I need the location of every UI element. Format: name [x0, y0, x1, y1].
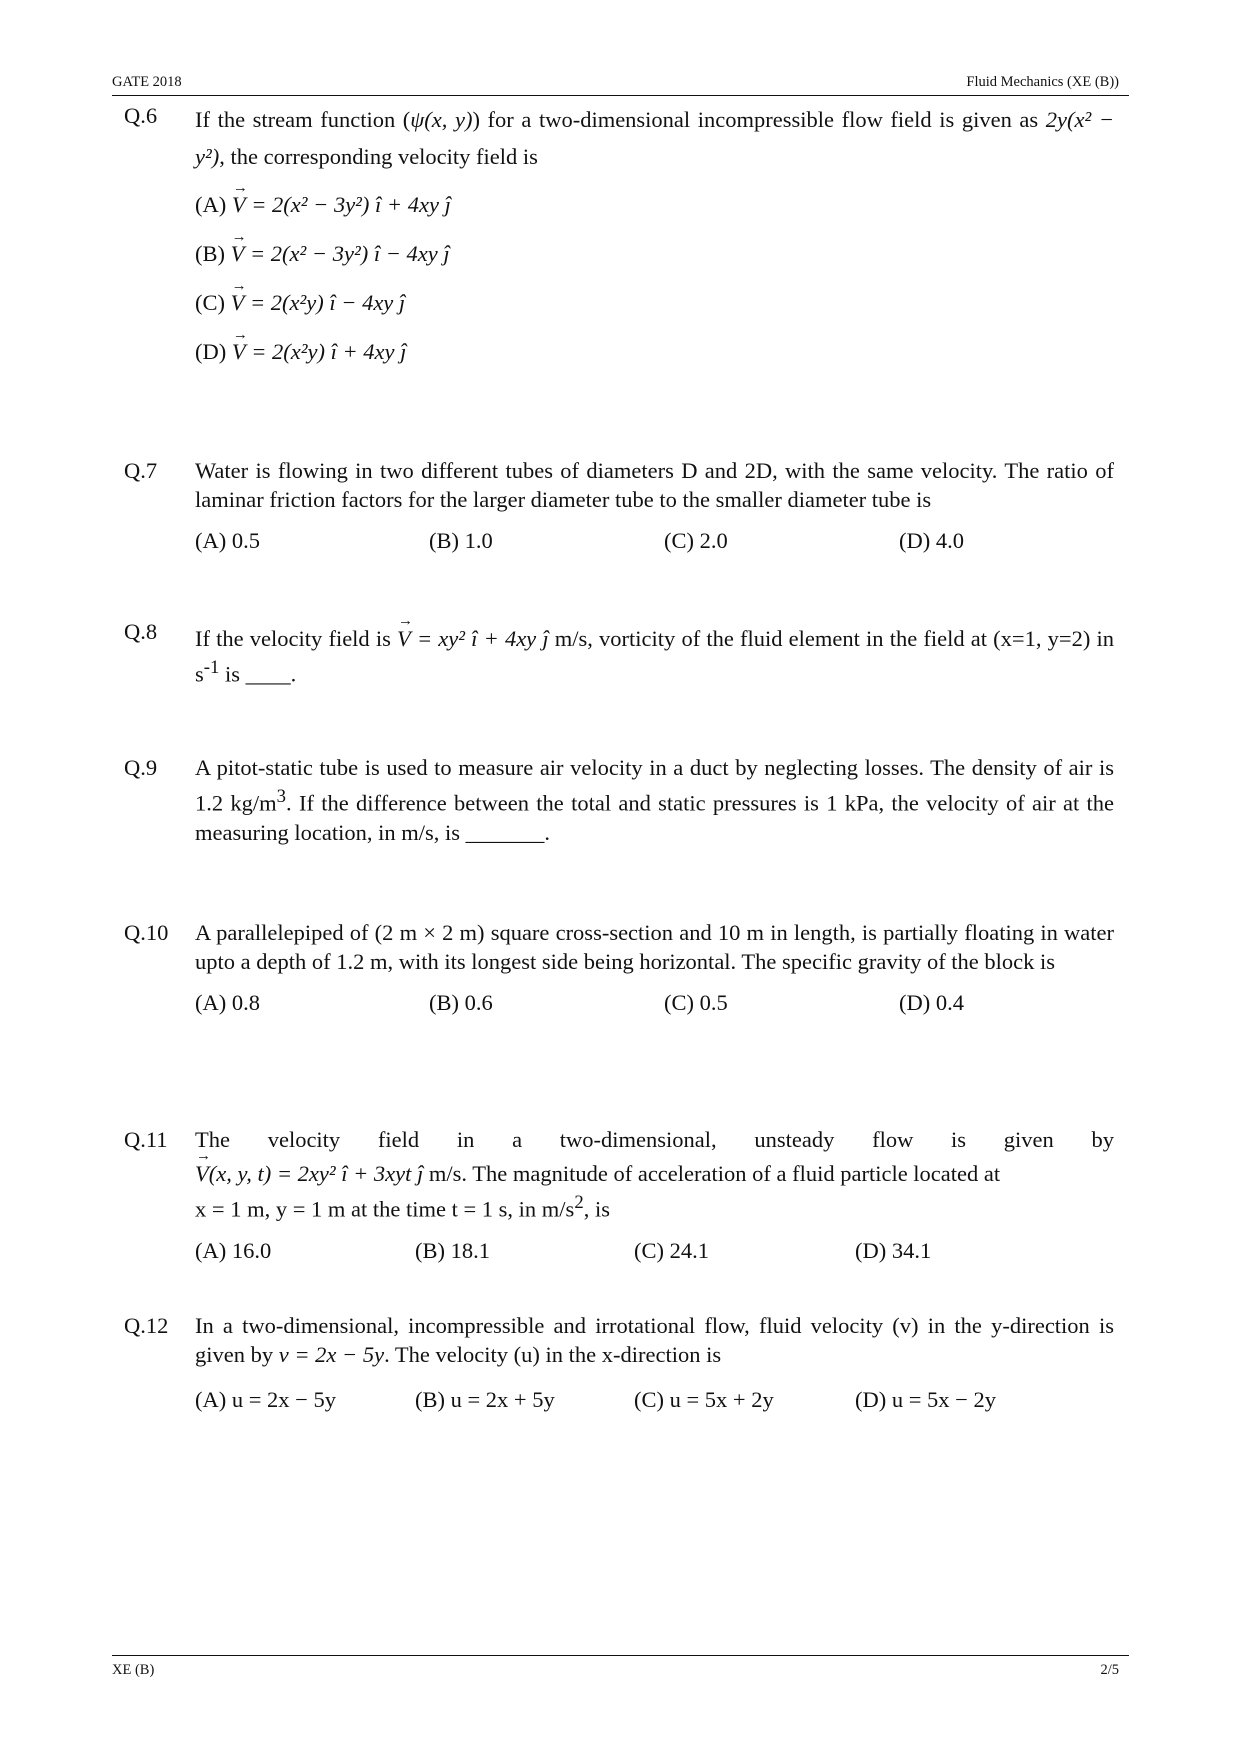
question-number: Q.11	[124, 1127, 168, 1152]
option-row	[195, 988, 1114, 1018]
option-list	[195, 187, 1114, 383]
question-number: Q.9	[124, 755, 158, 780]
question-text-3: x = 1 m, y = 1 m at the time t = 1 s, in $m/s^2$, is	[195, 1192, 610, 1222]
question-8	[124, 617, 1114, 689]
question-text: In a two-dimensional, incompressible and irrotational flow, fluid velocity (v) in the y-direction is given by v = 2x − 5y. The velocity (u) in the x-direction is	[195, 1313, 1114, 1367]
question-text-2: → V(x, y, t) = 2xy² î + 3xyt ĵ m/s. The magnitude of acceleration of a fluid particle located at	[195, 1159, 1114, 1188]
option-a[interactable]: (A) 16.0	[195, 1237, 272, 1263]
option-a[interactable]: (A) → V = 2(x² − 3y²) î + 4xy ĵ	[195, 187, 1114, 236]
question-7	[124, 456, 1114, 556]
question-6	[124, 101, 1114, 383]
option-d[interactable]: (D) 0.4	[899, 990, 964, 1015]
option-a[interactable]: (A) u = 2x − 5y	[195, 1387, 336, 1412]
option-d[interactable]: (D) → V = 2(x²y) î + 4xy ĵ	[195, 334, 1114, 383]
option-c[interactable]: (C) 24.1	[634, 1237, 709, 1263]
option-d[interactable]: (D) u = 5x − 2y	[855, 1387, 996, 1412]
page-number: 2/5	[1100, 1662, 1119, 1678]
footer-rule	[112, 1655, 1129, 1656]
option-d[interactable]: (D) 34.1	[855, 1237, 932, 1263]
option-a[interactable]: (A) 0.5	[195, 528, 260, 553]
option-c[interactable]: (C) → V = 2(x²y) î − 4xy ĵ	[195, 285, 1114, 334]
option-row	[195, 1236, 1114, 1266]
question-text: The velocity field in a two-dimensional, unsteady flow is given by	[195, 1127, 1114, 1152]
question-10	[124, 918, 1114, 1018]
option-c[interactable]: (C) u = 5x + 2y	[634, 1387, 774, 1412]
question-text: A pitot-static tube is used to measure air velocity in a duct by neglecting losses. The density of air is 1.2 $kg/m^3$. If the difference between the total and static pressures is 1 kPa, the velocity of air at the measuring location, in m/s, is _______.	[195, 755, 1114, 845]
question-number: Q.10	[124, 920, 169, 945]
question-12	[124, 1311, 1114, 1415]
option-b[interactable]: (B) 0.6	[429, 990, 493, 1015]
footer-left: XE (B)	[112, 1662, 155, 1678]
question-text: Water is flowing in two different tubes of diameters D and 2D, with the same velocity. The ratio of laminar friction factors for the larger diameter tube to the smaller diameter tube is	[195, 458, 1114, 512]
question-number: Q.6	[124, 103, 158, 128]
option-b[interactable]: (B) u = 2x + 5y	[415, 1387, 555, 1412]
question-11	[124, 1125, 1114, 1266]
question-text: A parallelepiped of (2 m × 2 m) square cross-section and 10 m in length, is partially floating in water upto a depth of 1.2 m, with its longest side being horizontal. The specific gravity of the block is	[195, 920, 1114, 974]
option-d[interactable]: (D) 4.0	[899, 528, 964, 553]
option-b[interactable]: (B) 1.0	[429, 528, 493, 553]
header-right: Fluid Mechanics (XE (B))	[966, 74, 1119, 90]
option-row	[195, 1385, 1114, 1415]
question-text: If the velocity field is → V = xy² î + 4xy ĵ m/s, vorticity of the fluid element in the field at (x=1, y=2) in $s^{-1}$ is ____.	[195, 624, 1114, 689]
option-a[interactable]: (A) 0.8	[195, 990, 260, 1015]
question-number: Q.8	[124, 619, 158, 644]
option-c[interactable]: (C) 0.5	[664, 990, 728, 1015]
question-number: Q.7	[124, 458, 158, 483]
option-c[interactable]: (C) 2.0	[664, 528, 728, 553]
option-row	[195, 526, 1114, 556]
header-left: GATE 2018	[112, 74, 182, 90]
question-9	[124, 753, 1114, 847]
question-text: If the stream function (ψ(x, y)) for a two-dimensional incompressible flow field is given as 2y(x² − y²), the corresponding velocity field is	[195, 107, 1115, 169]
header-rule	[112, 95, 1129, 96]
option-b[interactable]: (B) 18.1	[415, 1237, 490, 1263]
option-b[interactable]: (B) → V = 2(x² − 3y²) î − 4xy ĵ	[195, 236, 1114, 285]
question-number: Q.12	[124, 1313, 169, 1338]
